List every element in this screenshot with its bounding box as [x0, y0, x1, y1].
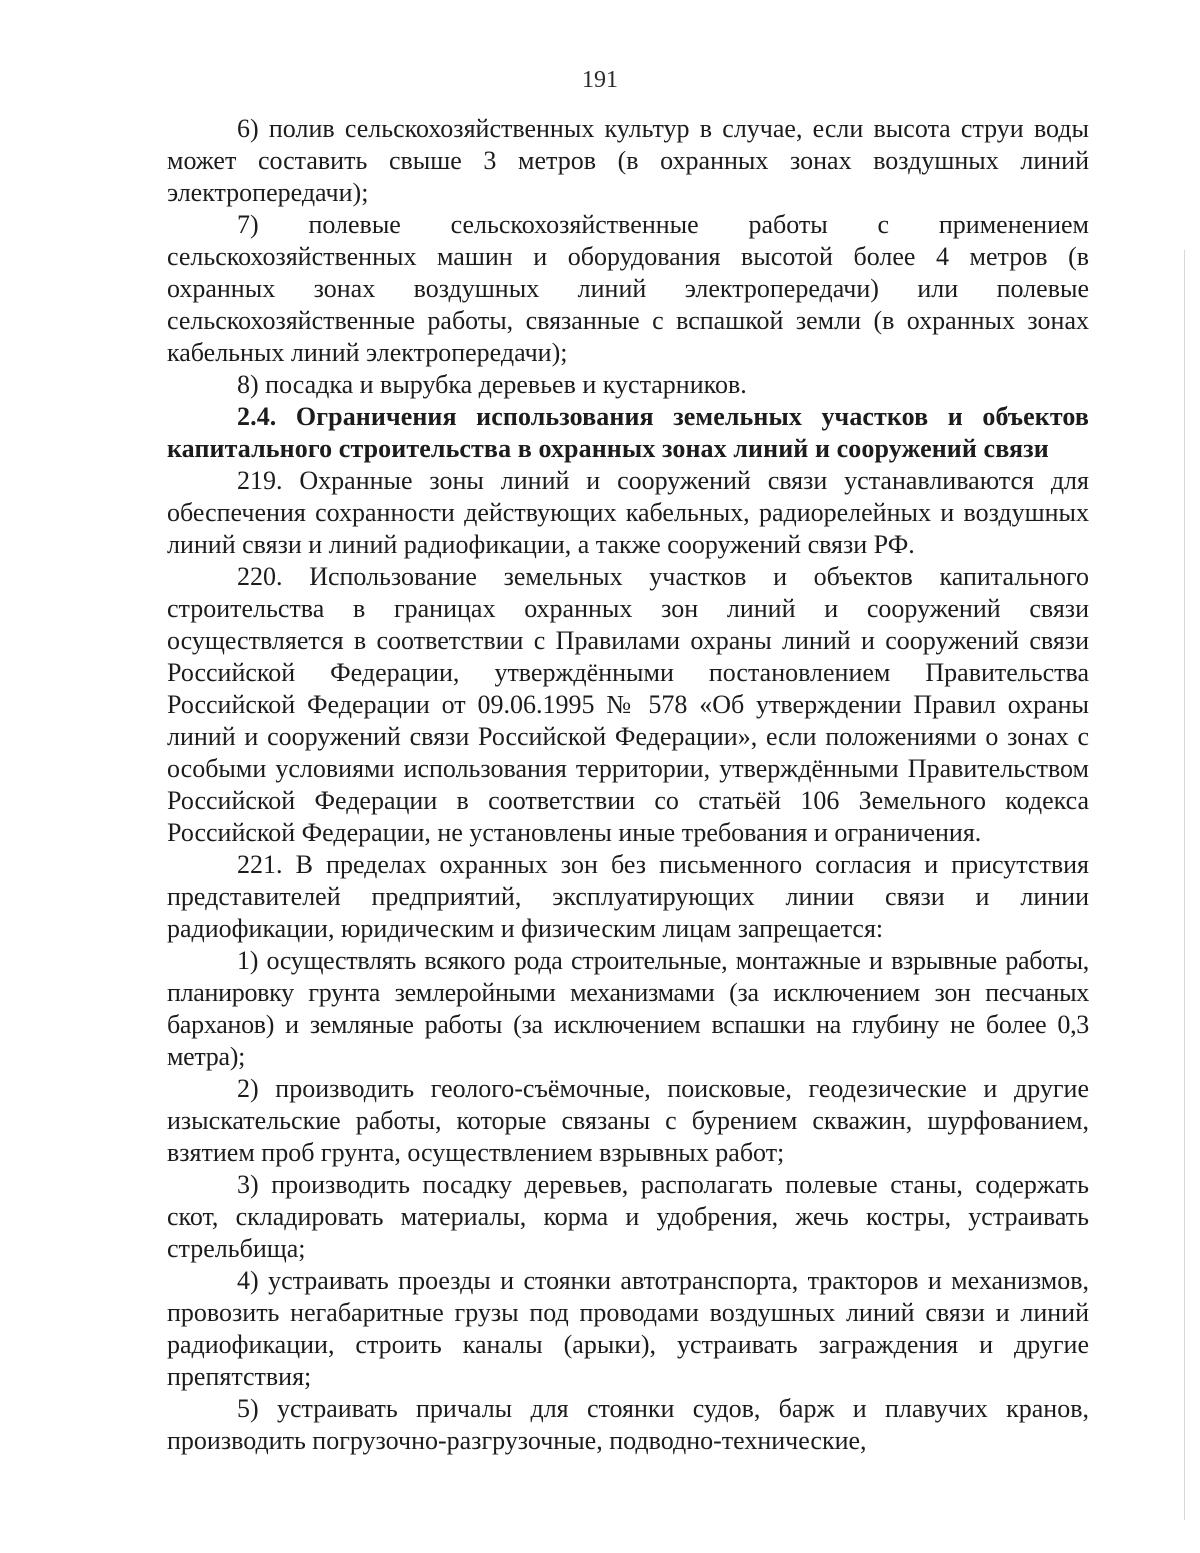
document-body [167, 113, 1089, 1457]
paragraph-item-5-comm: 5) устраивать причалы для стоянки судов, барж и плавучих кранов, производить погрузочно-разгрузочные, подводно-технические, [167, 1394, 1089, 1455]
paragraph-item-1-comm: 1) осуществлять всякого рода строительные, монтажные и взрывные работы, планировку грунта землеройными механизмами (за исключением зон песчаных барханов) и земляные работы (за исключением вспашки на глубину не более 0,3 метра); [167, 946, 1089, 1071]
paragraph-clause-219: 219. Охранные зоны линий и сооружений связи устанавливаются для обеспечения сохранности действующих кабельных, радиорелейных и воздушных линий связи и линий радиофикации, а также сооружений связи РФ. [167, 466, 1089, 559]
paragraph-clause-220: 220. Использование земельных участков и объектов капитального строительства в границах охранных зон линий и сооружений связи осуществляется в соответствии с Правилами охраны линий и сооружений связи Российской Федерации, утверждёнными постановлением Правительства Российской Федерации от 09.06.1995 № 578 «Об утверждении Правил охраны линий и сооружений связи Российской Федерации», если положениями о зонах с особыми условиями использования территории, утверждёнными Правительством Российской Федерации в соответствии со статьёй 106 Земельного кодекса Российской Федерации, не установлены иные требования и ограничения. [167, 562, 1089, 847]
scan-edge-line [1184, 250, 1185, 1520]
paragraph-item-7-power: 7) полевые сельскохозяйственные работы с применением сельскохозяйственных машин и оборудования высотой более 4 метров (в охранных зонах воздушных линий электропередачи) или полевые сельскохозяйственные работы, связанные с вспашкой земли (в охранных зонах кабельных линий электропередачи); [167, 210, 1089, 367]
paragraph-item-3-comm: 3) производить посадку деревьев, располагать полевые станы, содержать скот, складировать материалы, корма и удобрения, жечь костры, устраивать стрельбища; [167, 1170, 1089, 1263]
section-heading: 2.4. Ограничения использования земельных участков и объектов капитального строительства в охранных зонах линий и сооружений связи [167, 402, 1089, 463]
paragraph-item-6-power: 6) полив сельскохозяйственных культур в случае, если высота струи воды может составить свыше 3 метров (в охранных зонах воздушных линий электропередачи); [167, 114, 1089, 207]
paragraph-clause-221: 221. В пределах охранных зон без письменного согласия и присутствия представителей предприятий, эксплуатирующих линии связи и линии радиофикации, юридическим и физическим лицам запрещается: [167, 850, 1089, 943]
paragraph-item-2-comm: 2) производить геолого-съёмочные, поисковые, геодезические и другие изыскательские работы, которые связаны с бурением скважин, шурфованием, взятием проб грунта, осуществлением взрывных работ; [167, 1074, 1089, 1167]
paragraph-item-4-comm: 4) устраивать проезды и стоянки автотранспорта, тракторов и механизмов, провозить негабаритные грузы под проводами воздушных линий связи и линий радиофикации, строить каналы (арыки), устраивать заграждения и другие препятствия; [167, 1266, 1089, 1391]
page-number: 191 [582, 67, 618, 93]
paragraph-item-8-power: 8) посадка и вырубка деревьев и кустарников. [237, 370, 747, 399]
